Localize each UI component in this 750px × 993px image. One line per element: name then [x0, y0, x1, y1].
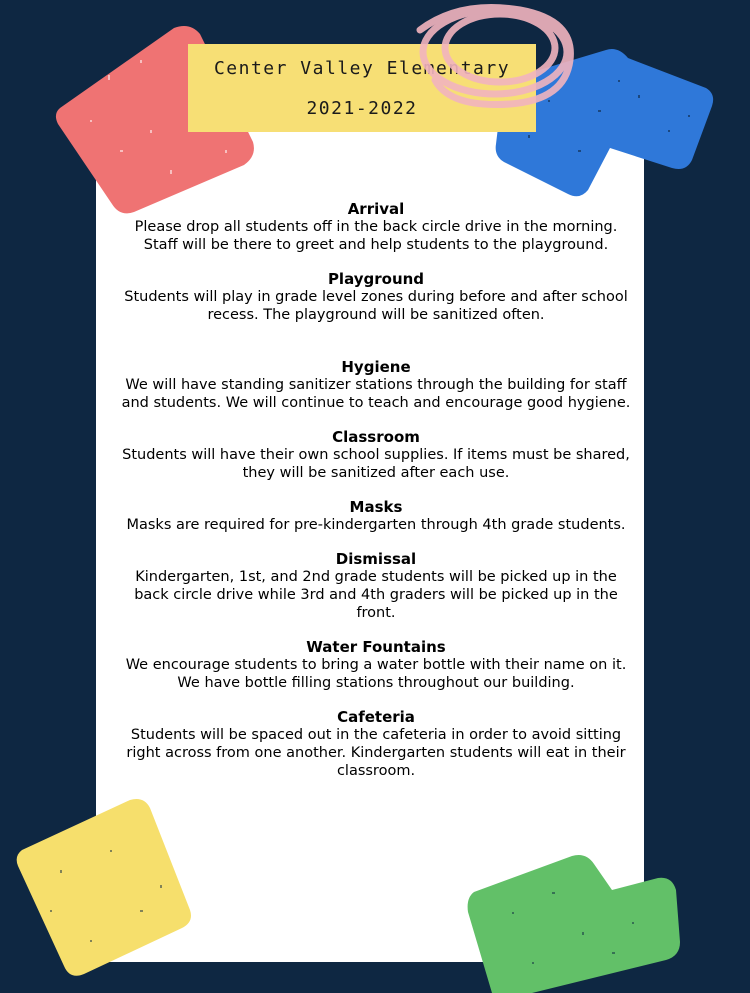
section-heading: Water Fountains	[306, 638, 446, 656]
pink-scribble	[400, 0, 590, 115]
section-body: We will have standing sanitizer stations through the building for staff and students. We will continue to teach and encourage good hygiene.	[121, 377, 631, 411]
green-crayon-block	[462, 852, 682, 993]
section-heading: Masks	[349, 498, 403, 516]
section-body: Students will be spaced out in the cafeteria in order to avoid sitting right across from one another. Kindergarten students will eat in their classroom.	[126, 727, 626, 779]
guidelines-content	[118, 200, 634, 780]
section-heading: Classroom	[332, 428, 420, 446]
section-dismissal	[118, 550, 634, 622]
section-body: Masks are required for pre-kindergarten through 4th grade students.	[126, 517, 626, 533]
section-playground	[118, 270, 634, 324]
section-arrival	[118, 200, 634, 254]
section-water-fountains	[118, 638, 634, 692]
section-classroom	[118, 428, 634, 482]
section-heading: Arrival	[347, 200, 405, 218]
school-year: 2021-2022	[306, 98, 418, 119]
section-heading: Dismissal	[335, 550, 417, 568]
section-hygiene	[118, 358, 634, 412]
section-heading: Hygiene	[341, 358, 411, 376]
section-masks	[118, 498, 634, 534]
section-body: We encourage students to bring a water bottle with their name on it. We have bottle filling stations throughout our building.	[125, 657, 627, 691]
section-body: Students will play in grade level zones during before and after school recess. The playground will be sanitized often.	[124, 289, 628, 323]
school-name: Center Valley Elementary	[213, 58, 511, 79]
section-body: Please drop all students off in the back circle drive in the morning. Staff will be there to greet and help students to the playground.	[134, 219, 618, 253]
section-body: Kindergarten, 1st, and 2nd grade students will be picked up in the back circle drive while 3rd and 4th graders will be picked up in the front.	[134, 569, 618, 621]
section-heading: Playground	[327, 270, 425, 288]
section-cafeteria	[118, 708, 634, 780]
section-heading: Cafeteria	[337, 708, 415, 726]
yellow-crayon-block	[10, 790, 200, 980]
section-body: Students will have their own school supplies. If items must be shared, they will be sanitized after each use.	[122, 447, 630, 481]
